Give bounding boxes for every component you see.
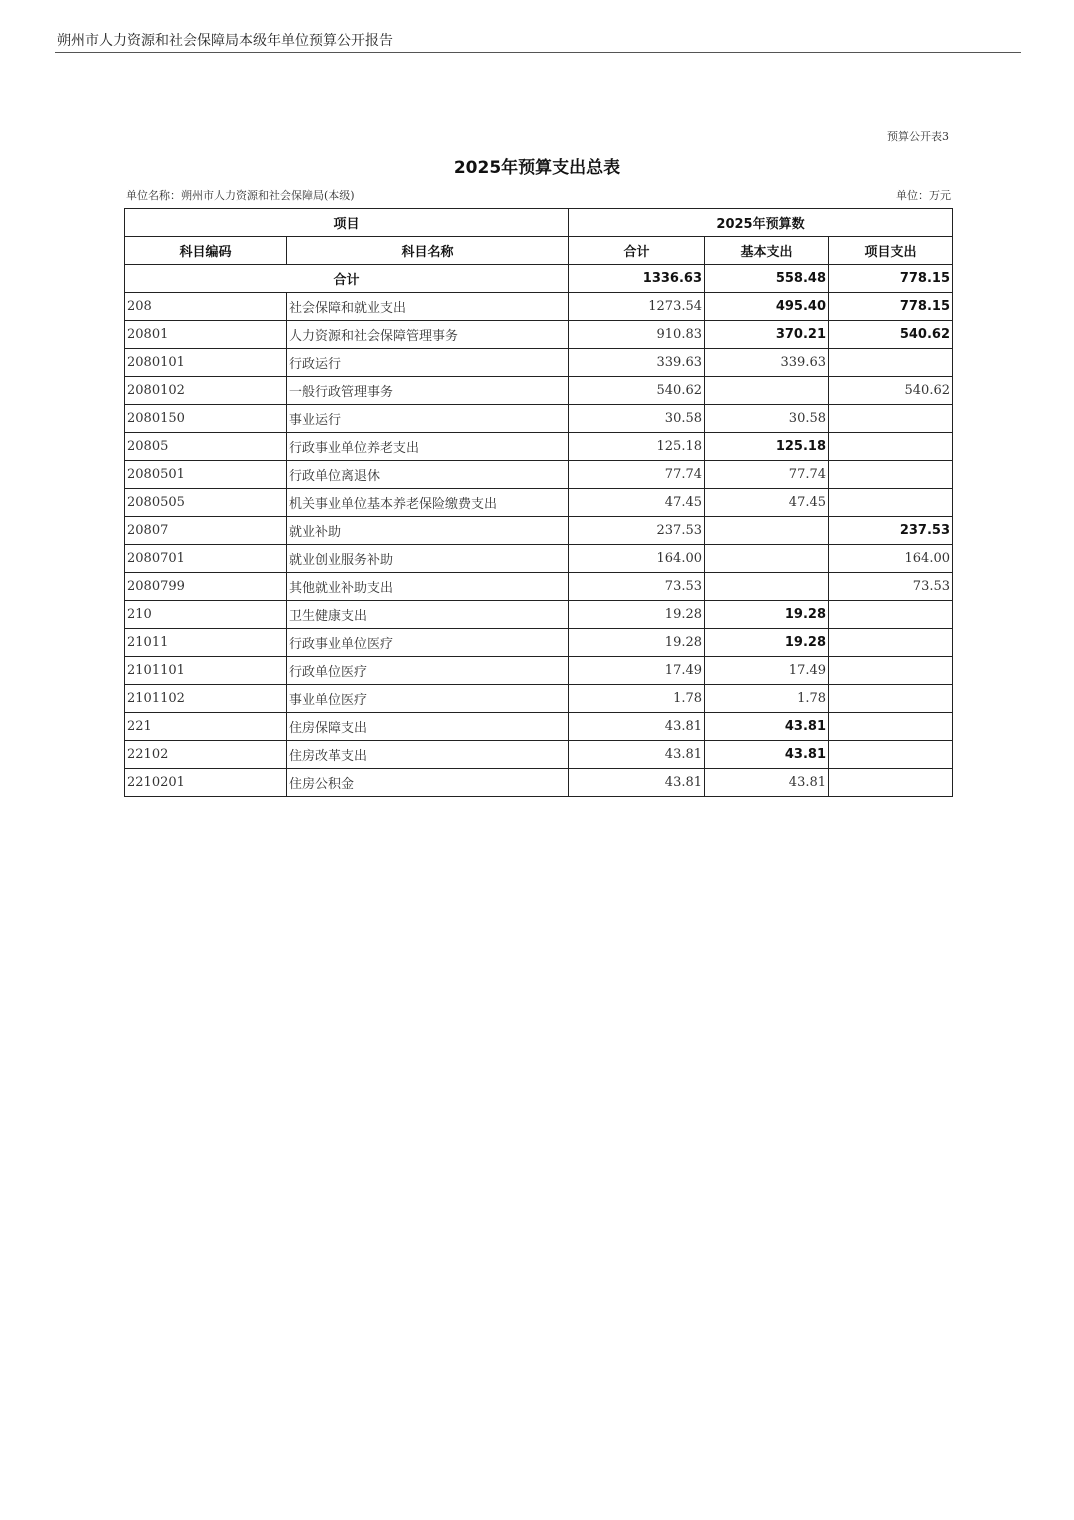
table-row [125, 433, 953, 461]
row-total: 910.83 [569, 321, 705, 349]
table-row [125, 349, 953, 377]
row-project [829, 741, 953, 769]
row-total: 19.28 [569, 601, 705, 629]
row-project [829, 349, 953, 377]
row-basic [705, 573, 829, 601]
row-total: 30.58 [569, 405, 705, 433]
row-project [829, 629, 953, 657]
row-name: 机关事业单位基本养老保险缴费支出 [287, 489, 569, 517]
row-basic: 30.58 [705, 405, 829, 433]
header-divider [55, 52, 1021, 53]
row-project [829, 405, 953, 433]
row-name: 社会保障和就业支出 [287, 293, 569, 321]
table-header-row-2 [125, 237, 953, 265]
row-project [829, 433, 953, 461]
total-basic: 558.48 [705, 265, 829, 293]
row-name: 住房改革支出 [287, 741, 569, 769]
header-project: 项目支出 [829, 237, 953, 265]
row-total: 73.53 [569, 573, 705, 601]
row-code: 2101101 [125, 657, 287, 685]
row-project: 540.62 [829, 321, 953, 349]
row-project: 164.00 [829, 545, 953, 573]
row-name: 卫生健康支出 [287, 601, 569, 629]
row-total: 1273.54 [569, 293, 705, 321]
row-name: 事业单位医疗 [287, 685, 569, 713]
row-code: 20805 [125, 433, 287, 461]
row-name: 行政单位离退休 [287, 461, 569, 489]
row-basic: 1.78 [705, 685, 829, 713]
row-basic: 19.28 [705, 601, 829, 629]
header-item-group: 项目 [125, 209, 569, 237]
row-code: 208 [125, 293, 287, 321]
total-label: 合计 [125, 265, 569, 293]
row-code: 22102 [125, 741, 287, 769]
unit-name: 单位名称：朔州市人力资源和社会保障局(本级) [126, 189, 355, 202]
row-project [829, 601, 953, 629]
row-total: 237.53 [569, 517, 705, 545]
table-row [125, 769, 953, 797]
row-total: 77.74 [569, 461, 705, 489]
row-basic [705, 517, 829, 545]
row-code: 21011 [125, 629, 287, 657]
row-name: 人力资源和社会保障管理事务 [287, 321, 569, 349]
budget-table [124, 208, 953, 797]
table-row [125, 713, 953, 741]
table-row [125, 377, 953, 405]
row-code: 2080701 [125, 545, 287, 573]
row-basic: 495.40 [705, 293, 829, 321]
row-code: 210 [125, 601, 287, 629]
row-code: 2080102 [125, 377, 287, 405]
row-code: 20801 [125, 321, 287, 349]
row-total: 43.81 [569, 769, 705, 797]
row-name: 行政事业单位养老支出 [287, 433, 569, 461]
row-code: 2210201 [125, 769, 287, 797]
row-name: 就业创业服务补助 [287, 545, 569, 573]
row-code: 2080501 [125, 461, 287, 489]
table-row [125, 517, 953, 545]
table-row [125, 657, 953, 685]
row-total: 164.00 [569, 545, 705, 573]
table-row [125, 461, 953, 489]
row-basic [705, 377, 829, 405]
page-header: 朔州市人力资源和社会保障局本级年单位预算公开报告 [57, 33, 393, 49]
table-row [125, 293, 953, 321]
row-code: 2080150 [125, 405, 287, 433]
row-total: 43.81 [569, 713, 705, 741]
row-code: 2080101 [125, 349, 287, 377]
page-title: 2025年预算支出总表 [453, 158, 621, 178]
table-number: 预算公开表3 [887, 130, 949, 143]
row-basic: 125.18 [705, 433, 829, 461]
row-code: 2101102 [125, 685, 287, 713]
row-project [829, 461, 953, 489]
table-row [125, 601, 953, 629]
header-basic: 基本支出 [705, 237, 829, 265]
row-total: 125.18 [569, 433, 705, 461]
row-basic: 43.81 [705, 741, 829, 769]
table-row [125, 489, 953, 517]
row-code: 20807 [125, 517, 287, 545]
row-name: 住房保障支出 [287, 713, 569, 741]
row-basic: 370.21 [705, 321, 829, 349]
table-row [125, 321, 953, 349]
row-basic: 43.81 [705, 713, 829, 741]
row-name: 住房公积金 [287, 769, 569, 797]
table-row [125, 573, 953, 601]
row-name: 行政单位医疗 [287, 657, 569, 685]
row-basic: 17.49 [705, 657, 829, 685]
row-basic: 19.28 [705, 629, 829, 657]
header-budget-group: 2025年预算数 [569, 209, 953, 237]
row-total: 19.28 [569, 629, 705, 657]
row-code: 2080799 [125, 573, 287, 601]
row-total: 17.49 [569, 657, 705, 685]
row-project [829, 769, 953, 797]
header-total: 合计 [569, 237, 705, 265]
row-name: 一般行政管理事务 [287, 377, 569, 405]
row-project [829, 713, 953, 741]
row-code: 221 [125, 713, 287, 741]
row-total: 47.45 [569, 489, 705, 517]
row-name: 行政运行 [287, 349, 569, 377]
unit-label: 单位：万元 [896, 189, 951, 202]
header-name: 科目名称 [287, 237, 569, 265]
row-name: 就业补助 [287, 517, 569, 545]
header-code: 科目编码 [125, 237, 287, 265]
total-project: 778.15 [829, 265, 953, 293]
row-code: 2080505 [125, 489, 287, 517]
row-basic: 47.45 [705, 489, 829, 517]
row-total: 1.78 [569, 685, 705, 713]
row-basic [705, 545, 829, 573]
table-row [125, 629, 953, 657]
table-row [125, 741, 953, 769]
row-project: 237.53 [829, 517, 953, 545]
row-name: 事业运行 [287, 405, 569, 433]
table-row [125, 405, 953, 433]
table-row [125, 685, 953, 713]
total-total: 1336.63 [569, 265, 705, 293]
row-project: 73.53 [829, 573, 953, 601]
row-basic: 43.81 [705, 769, 829, 797]
table-row [125, 545, 953, 573]
row-basic: 77.74 [705, 461, 829, 489]
row-project [829, 685, 953, 713]
row-project [829, 657, 953, 685]
row-basic: 339.63 [705, 349, 829, 377]
row-project: 778.15 [829, 293, 953, 321]
row-name: 行政事业单位医疗 [287, 629, 569, 657]
total-row [125, 265, 953, 293]
row-name: 其他就业补助支出 [287, 573, 569, 601]
row-total: 43.81 [569, 741, 705, 769]
row-total: 339.63 [569, 349, 705, 377]
row-total: 540.62 [569, 377, 705, 405]
row-project [829, 489, 953, 517]
table-header-row-1 [125, 209, 953, 237]
row-project: 540.62 [829, 377, 953, 405]
